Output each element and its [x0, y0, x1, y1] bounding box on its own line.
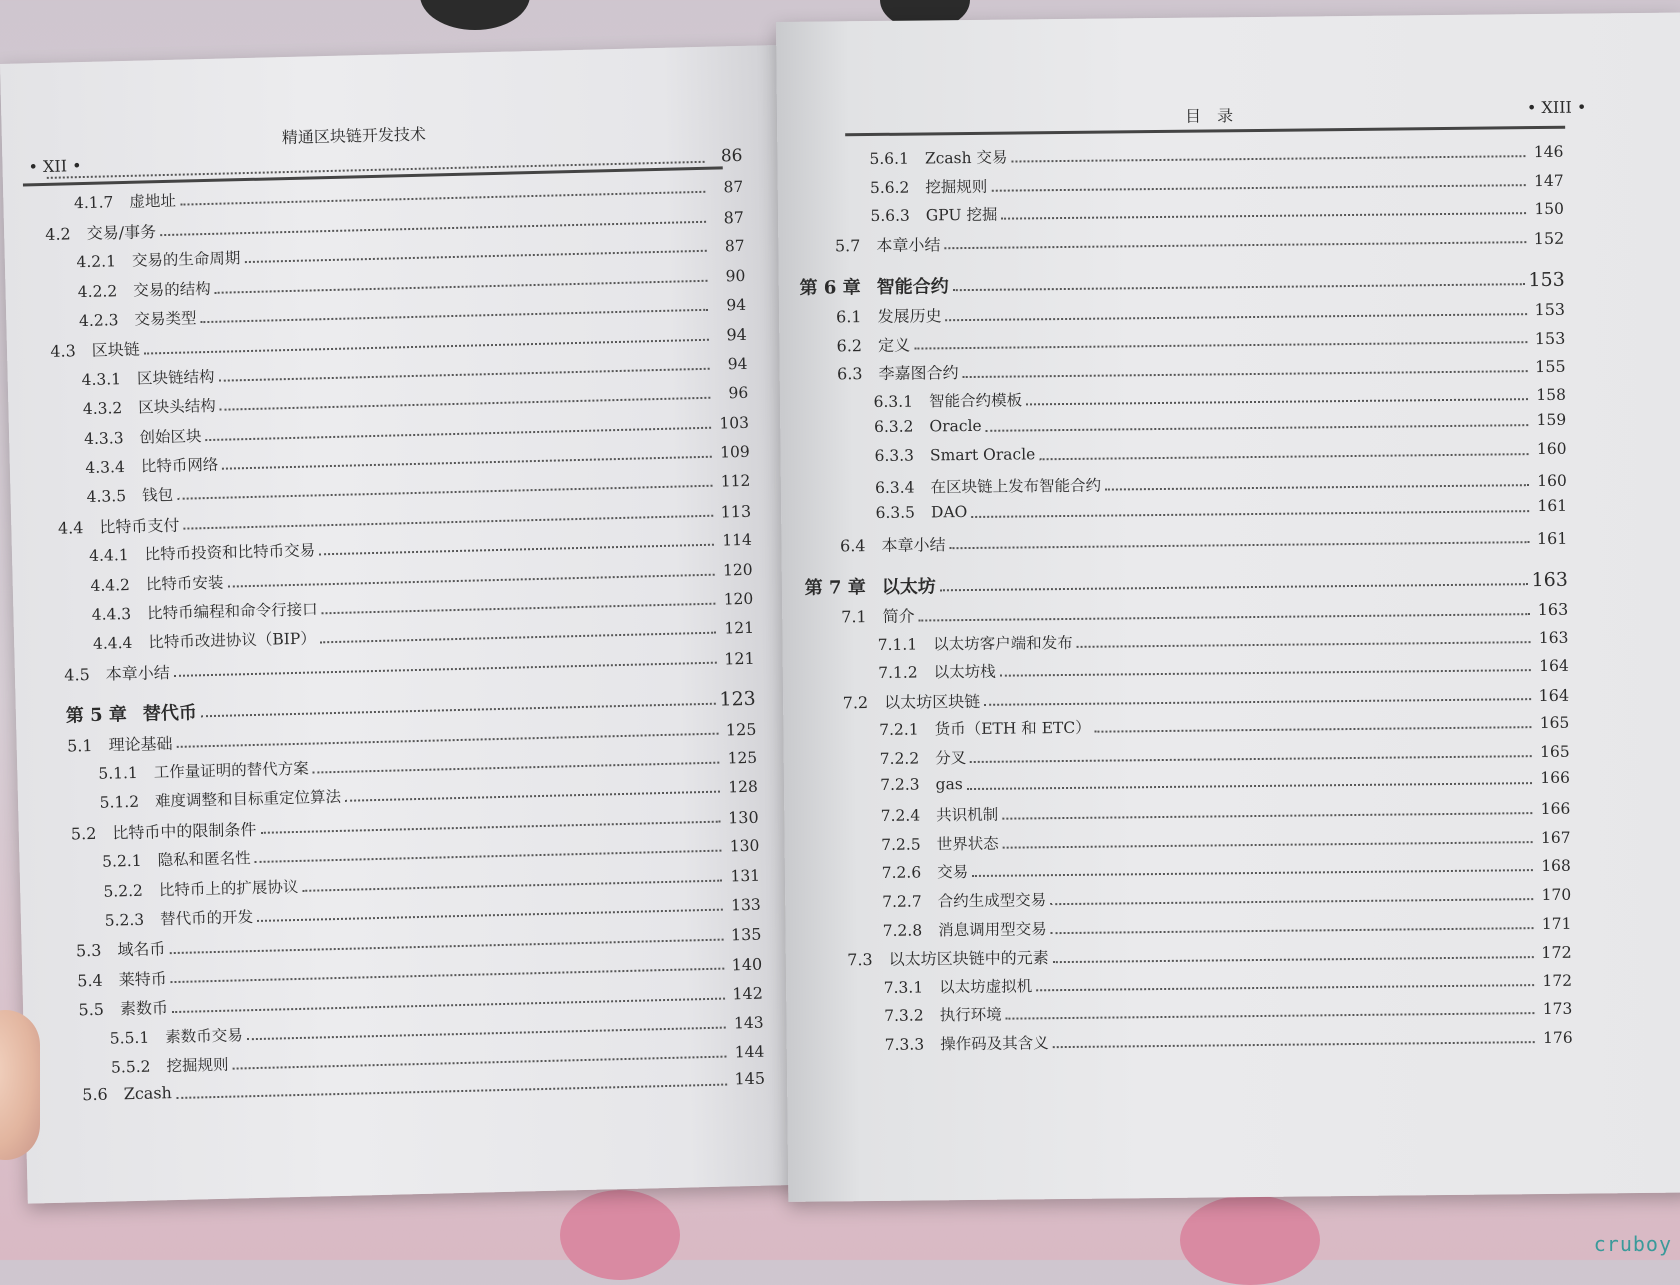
toc-title: 替代币	[142, 702, 198, 725]
toc-row	[878, 625, 1569, 654]
toc-number: 第 5 章	[65, 704, 128, 727]
toc-row	[873, 383, 1566, 412]
toc-page-number: 165	[1539, 714, 1570, 733]
toc-title: 发展历史	[877, 306, 942, 326]
background-blob	[1180, 1195, 1320, 1285]
toc-title: 比特币网络	[140, 455, 219, 476]
toc-number: 4.2.3	[78, 311, 119, 331]
toc-page-number: 96	[728, 384, 749, 403]
toc-page-number: 94	[726, 325, 748, 345]
toc-chapter-row	[805, 566, 1568, 600]
toc-number: 6.2	[836, 335, 863, 355]
toc-leader-dots	[1051, 927, 1534, 934]
toc-title: 智能合约	[876, 276, 949, 299]
toc-page-number: 113	[720, 501, 752, 522]
toc-row	[870, 168, 1564, 197]
toc-number: 4.3.2	[82, 399, 123, 419]
toc-number: 第 6 章	[799, 277, 861, 300]
toc-page-number: 171	[1541, 914, 1572, 933]
toc-page-number: 166	[1540, 768, 1571, 787]
toc-number: 5.1.2	[99, 793, 140, 813]
toc-leader-dots	[1003, 841, 1533, 849]
toc-leader-dots	[201, 309, 709, 323]
toc-title: 钱包	[141, 486, 174, 506]
finger	[0, 1010, 40, 1160]
toc-leader-dots	[233, 1056, 727, 1070]
toc-title: 交易/事务	[86, 222, 157, 243]
toc-page-number: 153	[1534, 299, 1566, 320]
toc-leader-dots	[322, 603, 716, 615]
toc-leader-dots	[940, 584, 1528, 592]
toc-number: 6.3	[836, 364, 863, 384]
toc-leader-dots	[967, 782, 1532, 790]
toc-title: 比特币编程和命令行接口	[146, 600, 318, 623]
toc-leader-dots	[919, 613, 1531, 621]
toc-leader-dots	[991, 184, 1525, 192]
toc-page-number: 176	[1542, 1028, 1573, 1048]
toc-row	[843, 683, 1570, 714]
toc-page-number: 152	[1533, 228, 1565, 248]
toc-leader-dots	[171, 968, 725, 984]
toc-leader-dots	[227, 573, 714, 587]
toc-page-number: 146	[1533, 142, 1564, 162]
toc-leader-dots	[160, 221, 706, 236]
toc-number: 4.4.4	[92, 634, 133, 654]
toc-page-number: 165	[1539, 742, 1570, 762]
toc-title: 比特币改进协议（BIP）	[148, 629, 317, 652]
toc-title: Zcash 交易	[924, 148, 1008, 168]
toc-title: 比特币中的限制条件	[112, 819, 257, 843]
toc-page-number: 87	[724, 237, 745, 256]
toc-page-number: 125	[725, 719, 757, 740]
toc-title: 以太坊客户端和发布	[933, 633, 1073, 653]
section-title: 目 录	[1184, 106, 1234, 126]
toc-title: 难度调整和目标重定位算法	[154, 788, 342, 811]
toc-row	[883, 911, 1572, 940]
toc-page-number: 155	[1534, 356, 1566, 377]
toc-page-number: 94	[727, 354, 748, 374]
toc-leader-dots	[970, 755, 1532, 763]
toc-title: 区块链结构	[136, 367, 215, 388]
toc-title: 执行环境	[939, 1006, 1002, 1025]
toc-title: 简介	[882, 606, 915, 626]
toc-page-number: 168	[1541, 857, 1571, 876]
watermark-text: cruboy	[1593, 1232, 1672, 1256]
toc-title: 交易的生命周期	[131, 249, 241, 271]
toc-number: 5.5	[78, 999, 105, 1020]
toc-page-number: 94	[726, 295, 747, 315]
toc-leader-dots	[180, 191, 705, 206]
toc-title: 合约生成型交易	[937, 891, 1047, 911]
toc-number: 7.2.6	[881, 863, 922, 883]
toc-row	[880, 768, 1570, 793]
toc-number: 5.5.1	[109, 1028, 150, 1048]
toc-title: 创始区块	[139, 426, 202, 447]
toc-title: 区块头结构	[138, 397, 216, 417]
toc-page-number: 172	[1542, 971, 1573, 990]
toc-leader-dots	[971, 510, 1529, 518]
toc-leader-dots	[177, 485, 712, 500]
toc-number: 7.2.4	[880, 806, 921, 826]
toc-title: 莱特币	[118, 968, 167, 990]
toc-number: 4.3.5	[86, 487, 127, 507]
toc-number: 4.2.1	[76, 252, 117, 272]
toc-number: 7.2.1	[879, 720, 919, 740]
toc-leader-dots	[1036, 984, 1534, 991]
toc-title: 域名币	[117, 939, 166, 960]
toc-leader-dots	[247, 1026, 726, 1040]
toc-title: 比特币支付	[99, 515, 180, 537]
toc-title: 交易	[937, 863, 969, 882]
toc-leader-dots	[219, 368, 710, 382]
toc-number: 5.6.1	[869, 149, 909, 169]
toc-number: 4.4.2	[90, 575, 131, 595]
toc-number: 5.6	[82, 1085, 108, 1105]
toc-number: 4.4	[57, 517, 84, 538]
toc-number: 6.3.4	[874, 478, 915, 497]
toc-page-number: 123	[719, 687, 756, 711]
toc-leader-dots	[1006, 1013, 1535, 1021]
toc-page-number: 131	[730, 866, 761, 885]
toc-leader-dots	[1039, 453, 1528, 460]
toc-row	[840, 526, 1568, 557]
left-page	[0, 45, 808, 1204]
toc-leader-dots	[183, 515, 713, 530]
toc-number: 5.1	[66, 735, 93, 756]
toc-page-number: 143	[733, 1013, 764, 1032]
toc-title: gas	[935, 774, 963, 793]
toc-title: 挖掘规则	[925, 177, 988, 197]
toc-title: 比特币上的扩展协议	[158, 877, 299, 899]
toc-leader-dots	[1011, 155, 1525, 162]
toc-row	[884, 969, 1573, 998]
toc-page-number: 140	[731, 954, 763, 975]
toc-leader-dots	[1095, 727, 1532, 734]
toc-leader-dots	[174, 662, 717, 677]
toc-leader-dots	[177, 733, 719, 748]
toc-leader-dots	[986, 425, 1529, 433]
toc-page-number: 120	[723, 589, 754, 609]
toc-leader-dots	[345, 791, 720, 802]
toc-page-number: 170	[1541, 885, 1572, 905]
toc-row	[869, 140, 1563, 169]
toc-page-number: 86	[720, 145, 743, 167]
toc-leader-dots	[984, 698, 1531, 706]
toc-leader-dots	[914, 341, 1527, 349]
toc-row	[837, 354, 1566, 385]
toc-leader-dots	[319, 544, 714, 556]
toc-page-number: 112	[720, 472, 751, 491]
toc-page-number: 163	[1538, 628, 1569, 647]
toc-title: 虚地址	[129, 192, 177, 212]
toc-title: 以太坊虚拟机	[939, 977, 1033, 997]
toc-number: 5.2.1	[101, 851, 142, 871]
toc-leader-dots	[220, 397, 711, 411]
toc-number: 7.3.2	[884, 1006, 924, 1026]
toc-leader-dots	[260, 821, 720, 834]
toc-leader-dots	[1026, 398, 1528, 405]
toc-number: 6.1	[835, 307, 862, 327]
toc-number: 7.2.8	[882, 921, 923, 940]
toc-row	[835, 226, 1565, 257]
toc-number: 4.1.7	[73, 193, 114, 213]
toc-page-number: 145	[734, 1069, 766, 1089]
toc-row	[841, 597, 1568, 628]
toc-title: 交易的结构	[132, 279, 211, 300]
toc-row	[885, 1026, 1573, 1055]
toc-row	[836, 297, 1565, 328]
toc-number: 7.2.3	[880, 775, 920, 794]
toc-page-number: 158	[1536, 385, 1567, 404]
toc-page-number: 167	[1540, 828, 1571, 847]
toc-title: 世界状态	[936, 834, 999, 854]
toc-number: 7.1.1	[877, 635, 918, 654]
toc-number: 7.1	[841, 607, 867, 627]
toc-leader-dots	[1053, 956, 1534, 963]
toc-title: 挖掘规则	[166, 1055, 229, 1076]
toc-leader-dots	[946, 313, 1528, 321]
toc-page-number: 164	[1538, 685, 1570, 705]
toc-number: 7.2	[842, 692, 869, 713]
toc-leader-dots	[302, 879, 722, 891]
toc-row	[884, 997, 1572, 1026]
toc-leader-dots	[215, 279, 708, 293]
toc-title: 素数币	[119, 998, 169, 1019]
toc-title: 以太坊栈	[933, 662, 996, 682]
toc-number: 4.3	[50, 341, 77, 362]
toc-number: 4.3.1	[81, 369, 122, 389]
toc-title: 定义	[877, 335, 911, 355]
toc-title: 智能合约模板	[928, 391, 1023, 411]
background-blob	[420, 0, 530, 30]
toc-number: 7.3	[847, 950, 873, 970]
right-page	[776, 13, 1680, 1202]
toc-page-number: 160	[1537, 471, 1567, 490]
toc-title: 交易类型	[134, 309, 197, 329]
toc-chapter-row	[799, 266, 1564, 300]
toc-leader-dots	[257, 909, 723, 922]
toc-page-number: 121	[724, 619, 755, 638]
toc-page-number: 166	[1540, 799, 1571, 819]
toc-page-number: 133	[730, 895, 761, 915]
toc-leader-dots	[144, 339, 709, 355]
toc-page-number: 147	[1533, 171, 1564, 190]
toc-title: Zcash	[123, 1083, 173, 1104]
toc-leader-dots	[1050, 898, 1533, 905]
toc-page-number: 114	[722, 530, 753, 550]
toc-title: Oracle	[929, 417, 982, 436]
page-number: • XIII •	[1526, 97, 1587, 118]
toc-page-number: 163	[1531, 569, 1568, 592]
toc-number: 7.1.2	[878, 663, 918, 683]
toc-number: 第 7 章	[804, 577, 866, 600]
toc-leader-dots	[1105, 484, 1529, 490]
toc-page-number: 144	[734, 1042, 765, 1062]
toc-title: 工作量证明的替代方案	[153, 759, 309, 782]
toc-title: 分叉	[935, 749, 967, 768]
toc-row	[882, 854, 1571, 883]
page-number: • XII •	[28, 156, 82, 177]
toc-number: 5.1.1	[98, 763, 139, 783]
toc-page-number: 163	[1537, 599, 1569, 620]
toc-page-number: 164	[1539, 656, 1569, 676]
toc-page-number: 172	[1541, 942, 1572, 963]
toc-title: 比特币投资和比特币交易	[144, 541, 316, 564]
toc-title: 以太坊	[881, 576, 936, 599]
toc-number: 5.2.3	[104, 910, 145, 930]
toc-title: 本章小结	[105, 662, 170, 684]
toc-leader-dots	[944, 241, 1526, 249]
toc-number: 5.6.3	[870, 206, 910, 226]
toc-page-number: 150	[1534, 199, 1565, 219]
toc-leader-dots	[313, 762, 719, 774]
toc-title: 货币（ETH 和 ETC）	[934, 719, 1091, 739]
toc-title: 李嘉图合约	[878, 363, 959, 384]
toc-leader-dots	[172, 997, 725, 1013]
toc-leader-dots	[176, 1083, 727, 1098]
toc-page-number: 125	[727, 748, 758, 768]
toc-page-number: 161	[1536, 528, 1568, 548]
toc-number: 4.5	[64, 664, 90, 685]
toc-page-number: 130	[727, 807, 759, 828]
toc-leader-dots	[972, 870, 1533, 878]
toc-page-number: 87	[723, 178, 744, 197]
toc-number: 4.3.3	[83, 428, 124, 448]
toc-number: 6.4	[839, 535, 866, 556]
toc-leader-dots	[320, 632, 716, 644]
toc-page-number: 160	[1536, 439, 1567, 459]
toc-number: 5.3	[75, 941, 102, 961]
toc-row	[881, 797, 1571, 826]
toc-row	[875, 497, 1567, 522]
toc-page-number: 121	[723, 648, 755, 669]
toc-row	[836, 325, 1565, 356]
toc-number: 7.2.5	[881, 835, 921, 854]
toc-leader-dots	[950, 541, 1530, 549]
toc-leader-dots	[245, 250, 707, 263]
toc-title: 以太坊区块链中的元素	[888, 948, 1049, 970]
toc-row	[874, 411, 1566, 436]
toc-row	[875, 468, 1567, 497]
toc-row	[882, 883, 1571, 912]
toc-title: 本章小结	[881, 535, 946, 555]
toc-title: 本章小结	[876, 235, 941, 255]
toc-number: 7.2.7	[882, 892, 922, 911]
toc-number: 6.3.3	[874, 446, 915, 465]
toc-page-number: 87	[723, 207, 745, 228]
toc-row	[874, 440, 1566, 465]
toc-number: 5.2.2	[103, 881, 144, 901]
toc-leader-dots	[1053, 1041, 1535, 1048]
toc-page-number: 142	[732, 983, 764, 1004]
toc-number: 7.3.3	[884, 1035, 925, 1054]
toc-page-number: 103	[719, 413, 750, 433]
toc-page-number: 153	[1534, 328, 1566, 348]
toc-title: 替代币的开发	[159, 908, 254, 929]
toc-number: 4.3.4	[85, 458, 126, 478]
toc-title: 素数币交易	[164, 1025, 243, 1046]
toc-row	[881, 826, 1571, 855]
toc-row	[878, 654, 1569, 683]
toc-title: 在区块链上发布智能合约	[930, 476, 1102, 497]
toc-number: 4.4.3	[91, 604, 132, 624]
toc-title: 消息调用型交易	[938, 919, 1047, 939]
toc-title: 区块链	[91, 340, 141, 361]
toc-row	[847, 940, 1572, 971]
toc-page-number: 130	[729, 836, 760, 856]
book-title: 精通区块链开发技术	[281, 124, 427, 148]
toc-number: 4.2.2	[77, 281, 118, 301]
toc-number: 6.3.2	[873, 417, 914, 437]
toc-leader-dots	[1077, 641, 1531, 648]
toc-number: 7.3.1	[883, 978, 924, 997]
toc-row	[870, 197, 1564, 226]
toc-number: 5.4	[77, 970, 103, 991]
toc-leader-dots	[1001, 212, 1526, 219]
toc-leader-dots	[255, 850, 722, 863]
toc-page-number: 90	[725, 266, 746, 285]
toc-title: 共识机制	[936, 805, 999, 825]
toc-page-number: 135	[730, 925, 762, 945]
toc-page-number: 161	[1537, 496, 1568, 516]
toc-row	[879, 711, 1569, 740]
toc-title: Smart Oracle	[929, 445, 1036, 465]
toc-title: 以太坊区块链	[884, 691, 981, 712]
toc-title: GPU 挖掘	[925, 205, 998, 225]
toc-title: 操作码及其含义	[940, 1034, 1049, 1054]
toc-number: 6.3.1	[873, 392, 914, 411]
toc-title: 比特币安装	[145, 573, 224, 594]
toc-number: 5.6.2	[869, 178, 910, 197]
toc-page-number: 153	[1528, 269, 1565, 292]
toc-leader-dots	[953, 284, 1525, 292]
toc-leader-dots	[963, 370, 1528, 378]
toc-title: DAO	[930, 503, 968, 522]
toc-page-number: 109	[719, 442, 750, 462]
background-blob	[560, 1190, 680, 1280]
toc-title: 隐私和匿名性	[157, 849, 251, 870]
toc-number: 5.5.2	[110, 1057, 151, 1077]
toc-title: 理论基础	[108, 733, 173, 755]
toc-number: 5.7	[834, 235, 861, 256]
header-rule	[845, 126, 1565, 137]
toc-row	[880, 740, 1570, 769]
toc-page-number: 120	[722, 560, 753, 580]
toc-page-number: 128	[728, 778, 759, 797]
toc-number: 7.2.2	[879, 749, 920, 768]
toc-leader-dots	[222, 456, 711, 470]
toc-number: 4.2	[45, 224, 71, 244]
toc-number: 4.4.1	[88, 546, 129, 566]
toc-leader-dots	[1000, 669, 1531, 677]
toc-leader-dots	[201, 703, 716, 718]
toc-number: 5.2	[70, 823, 97, 844]
toc-page-number: 173	[1542, 1000, 1573, 1019]
toc-leader-dots	[206, 426, 711, 440]
toc-leader-dots	[170, 938, 724, 954]
toc-leader-dots	[1002, 812, 1532, 820]
toc-page-number: 159	[1536, 411, 1567, 430]
toc-number: 6.3.5	[875, 503, 916, 523]
